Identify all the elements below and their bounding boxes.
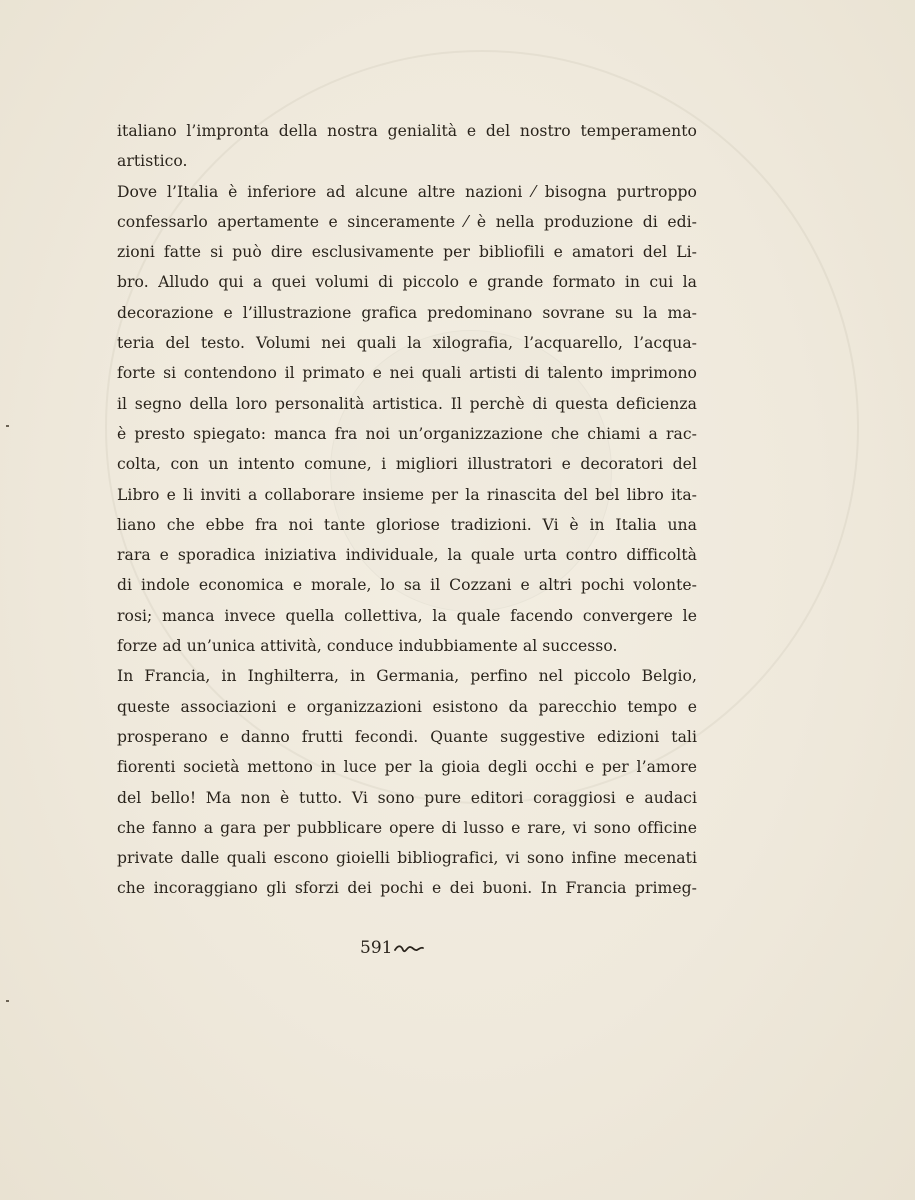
text-line: queste associazioni e organizzazioni esistono da parecchio tempo e bbox=[117, 697, 697, 716]
page-number-text: 591 bbox=[360, 938, 393, 958]
text-line: che fanno a gara per pubblicare opere di lusso e rare, vi sono officine bbox=[117, 818, 697, 837]
text-line: private dalle quali escono gioielli bibliografici, vi sono infine mecenati bbox=[117, 849, 697, 868]
text-line: decorazione e l’illustrazione grafica predominano sovrane su la ma- bbox=[117, 303, 697, 322]
paragraph-2 bbox=[117, 177, 697, 662]
text-line: rara e sporadica iniziativa individuale, la quale urta contro difficoltà bbox=[117, 546, 697, 565]
text-line: Libro e li inviti a collaborare insieme per la rinascita del bel libro ita- bbox=[117, 485, 697, 504]
page-number bbox=[360, 938, 450, 958]
text-line: del bello! Ma non è tutto. Vi sono pure editori coraggiosi e audaci bbox=[117, 788, 697, 807]
text-line: il segno della loro personalità artistica. Il perchè di questa deficienza bbox=[117, 394, 697, 413]
paragraph-3 bbox=[117, 661, 697, 903]
text-line: rosi; manca invece quella collettiva, la quale facendo convergere le bbox=[117, 606, 697, 625]
paragraph-1 bbox=[117, 116, 697, 177]
text-line: In Francia, in Inghilterra, in Germania, perfino nel piccolo Belgio, bbox=[117, 667, 697, 686]
text-line: italiano l’impronta della nostra genialità e del nostro temperamento bbox=[117, 122, 697, 140]
swash-flourish-icon bbox=[394, 942, 424, 956]
text-line: Dove l’Italia è inferiore ad alcune altre nazioni ⁄ bisogna purtroppo bbox=[117, 182, 697, 201]
text-line: teria del testo. Volumi nei quali la xilografia, l’acquarello, l’acqua- bbox=[117, 334, 697, 353]
margin-speck bbox=[6, 1000, 9, 1002]
margin-speck bbox=[6, 425, 9, 427]
text-line: è presto spiegato: manca fra noi un’organizzazione che chiami a rac- bbox=[117, 424, 697, 443]
text-line: forze ad un’unica attività, conduce indubbiamente al successo. bbox=[117, 637, 618, 656]
text-line: confessarlo apertamente e sinceramente ⁄ è nella produzione di edi- bbox=[117, 212, 697, 231]
text-line: artistico. bbox=[117, 152, 188, 171]
text-line: liano che ebbe fra noi tante gloriose tradizioni. Vi è in Italia una bbox=[117, 515, 697, 534]
text-line: di indole economica e morale, lo sa il Cozzani e altri pochi volonte- bbox=[117, 576, 697, 595]
text-line: colta, con un intento comune, i migliori illustratori e decoratori del bbox=[117, 455, 697, 474]
text-line: prosperano e danno frutti fecondi. Quante suggestive edizioni tali bbox=[117, 727, 697, 746]
text-line: bro. Alludo qui a quei volumi di piccolo e grande formato in cui la bbox=[117, 273, 697, 292]
body-text bbox=[117, 116, 697, 904]
text-line: zioni fatte si può dire esclusivamente per bibliofili e amatori del Li- bbox=[117, 243, 697, 262]
text-line: che incoraggiano gli sforzi dei pochi e dei buoni. In Francia primeg- bbox=[117, 879, 697, 898]
text-line: fiorenti società mettono in luce per la gioia degli occhi e per l’amore bbox=[117, 758, 697, 777]
text-line: forte si contendono il primato e nei quali artisti di talento imprimono bbox=[117, 364, 697, 383]
